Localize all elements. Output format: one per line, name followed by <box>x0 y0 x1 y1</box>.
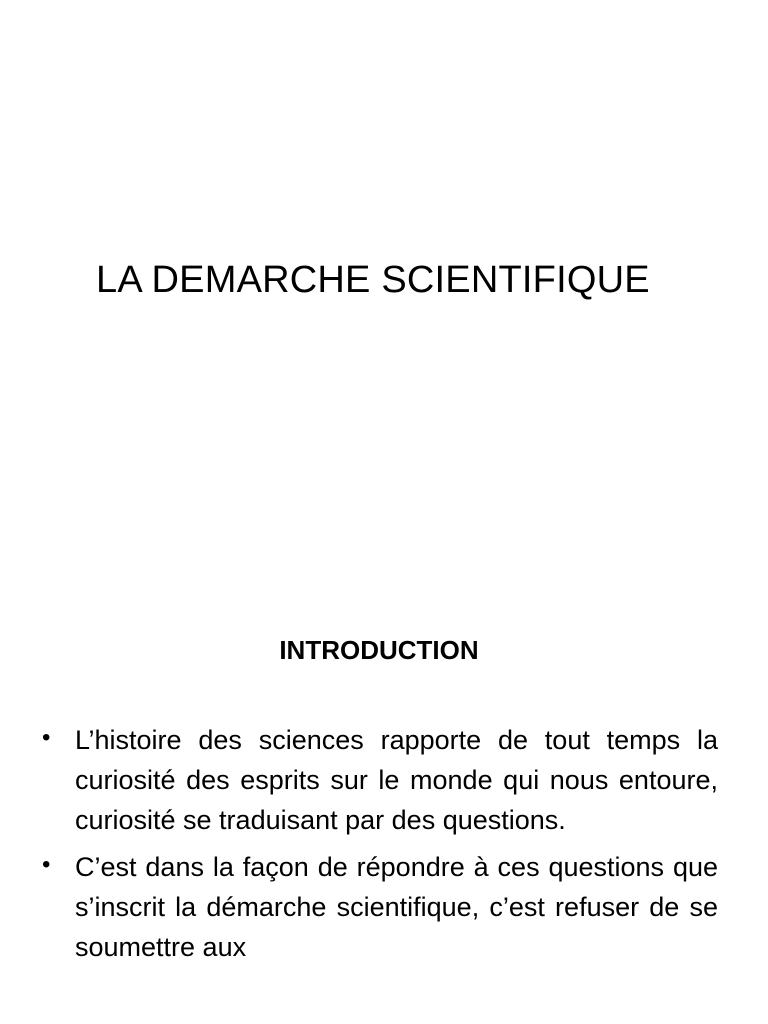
section-heading: INTRODUCTION <box>279 635 479 665</box>
bullet-text: L’histoire des sciences rapporte de tout temps la curiosité des esprits sur le monde qui nous entoure, curiosité se traduisant par des questions. <box>75 725 718 835</box>
list-item <box>42 847 718 967</box>
bullet-text: C’est dans la façon de répondre à ces questions que s’inscrit la démarche scientifique, c’est refuser de se soumettre aux <box>75 852 718 962</box>
list-item <box>42 720 718 840</box>
bullet-icon: • <box>42 851 51 878</box>
bullet-icon: • <box>42 724 51 751</box>
bullet-list <box>42 720 718 974</box>
content-slide <box>0 576 768 1024</box>
slide-title: LA DEMARCHE SCIENTIFIQUE <box>96 259 650 301</box>
